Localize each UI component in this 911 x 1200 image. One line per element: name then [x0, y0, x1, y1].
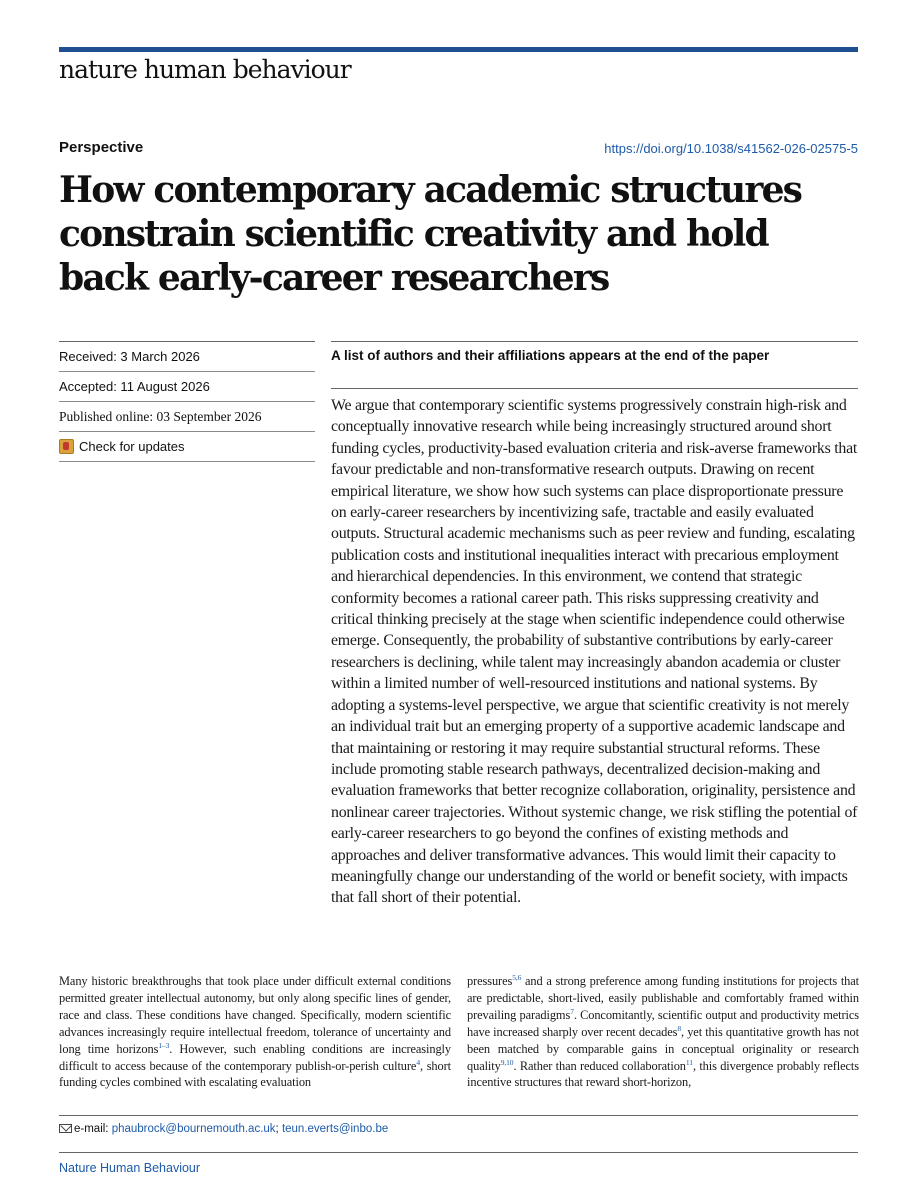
- check-updates-label: Check for updates: [79, 439, 185, 454]
- citation-link[interactable]: 11: [685, 1057, 693, 1067]
- journal-name: nature human behaviour: [59, 55, 351, 84]
- doi-link[interactable]: https://doi.org/10.1038/s41562-026-02575-5: [604, 141, 858, 156]
- received-date: Received: 3 March 2026: [59, 342, 315, 372]
- email-label: e-mail:: [74, 1123, 112, 1135]
- body-text: , short funding cycles combined with escalating evaluation: [59, 1058, 451, 1090]
- correspondence: [59, 1115, 858, 1135]
- top-rule: [59, 47, 858, 52]
- article-title: How contemporary academic structures constrain scientific creativity and hold back early-career researchers: [59, 169, 802, 299]
- body-text: and a strong preference among funding institutions for projects that are predictable, short-lived, easily publishable and comfortably framed within prevailing paradigms: [467, 974, 859, 1022]
- body-text: . Rather than reduced collaboration: [513, 1058, 686, 1073]
- body-column-left: [59, 973, 451, 1091]
- email-link-1[interactable]: phaubrock@bournemouth.ac.uk: [111, 1123, 276, 1135]
- body-text: pressures: [467, 974, 513, 988]
- article-type: Perspective: [59, 139, 144, 156]
- citation-link[interactable]: 7: [570, 1006, 574, 1016]
- email-link-2[interactable]: teun.everts@inbo.be: [281, 1123, 389, 1135]
- footer-rule: [59, 1152, 858, 1153]
- body-column-right: [467, 973, 859, 1091]
- body-text: . Concomitantly, scientific output and productivity metrics have increased sharply over recent decades: [467, 1007, 859, 1039]
- email-separator: ;: [275, 1123, 282, 1135]
- accepted-date: Accepted: 11 August 2026: [59, 372, 315, 402]
- body-text: , yet this quantitative growth has not been matched by comparable gains in conceptual originality or research quality: [467, 1024, 859, 1073]
- article-meta: [59, 341, 315, 462]
- published-date: Published online: 03 September 2026: [59, 402, 315, 432]
- citation-link[interactable]: 4: [416, 1057, 420, 1067]
- body-text: , this divergence probably reflects incentive structures that reward short-horizon,: [467, 1058, 859, 1090]
- citation-link[interactable]: 5,6: [512, 972, 522, 982]
- body-text: . However, such enabling conditions are increasingly difficult to access because of the contemporary publish-or-perish culture: [59, 1041, 451, 1073]
- footer-journal-name[interactable]: Nature Human Behaviour: [59, 1161, 201, 1175]
- check-updates-button[interactable]: [59, 432, 315, 462]
- citation-link[interactable]: 1–3: [158, 1040, 170, 1050]
- envelope-icon: [59, 1124, 72, 1133]
- authors-note: A list of authors and their affiliations appears at the end of the paper: [331, 341, 858, 389]
- crossmark-icon: [59, 439, 74, 454]
- body-text: Many historic breakthroughs that took place under difficult external conditions permitted greater intellectual autonomy, but only along specific lines of gender, race and class. These conditions have changed. Specifically, modern scientific advances increasingly require intellectual freedom, tolerance of uncertainty and long time horizons: [59, 974, 451, 1056]
- citation-link[interactable]: 8: [677, 1023, 682, 1033]
- abstract: We argue that contemporary scientific systems progressively constrain high-risk and conceptually innovative research while being increasingly structured around short funding cycles, productivity-based evaluation criteria and risk-averse frameworks that favour predictable and non-transformative research outputs. Drawing on recent empirical literature, we show how such systems can place disproportionate pressure on early-career researchers by incentivizing safe, tractable and easily evaluated outputs. Structural academic mechanisms such as peer review and funding, escalating publication costs and institutional inequalities interact with precarious employment and hierarchical dependencies. In this environment, we contend that strategic conformity becomes a rational career path. This risks suppressing creativity and critical thinking precisely at the stage when scientific independence could otherwise emerge. Consequently, the probability of substantive contributions by early-career researchers is declining, while talent may increasingly abandon academia or cluster within a limited number of well-resourced institutions and national systems. By adopting a systems-level perspective, we argue that scientific creativity is not merely an individual trait but an emerging property of a supportive academic landscape and that maintaining or restoring it may require substantial structural reforms. These include promoting stable research pathways, decentralized decision-making and evaluation frameworks that better recognize collaboration, originality, persistence and nonlinear career trajectories. Without systemic change, we risk stifling the potential of early-career researchers to go beyond the confines of existing methods and approaches and deliver transformative advances. This would limit their capacity to meaningfully change our understanding of the world or benefit society, with impacts that fall short of their potential.: [331, 397, 858, 907]
- citation-link[interactable]: 9,10: [500, 1057, 514, 1067]
